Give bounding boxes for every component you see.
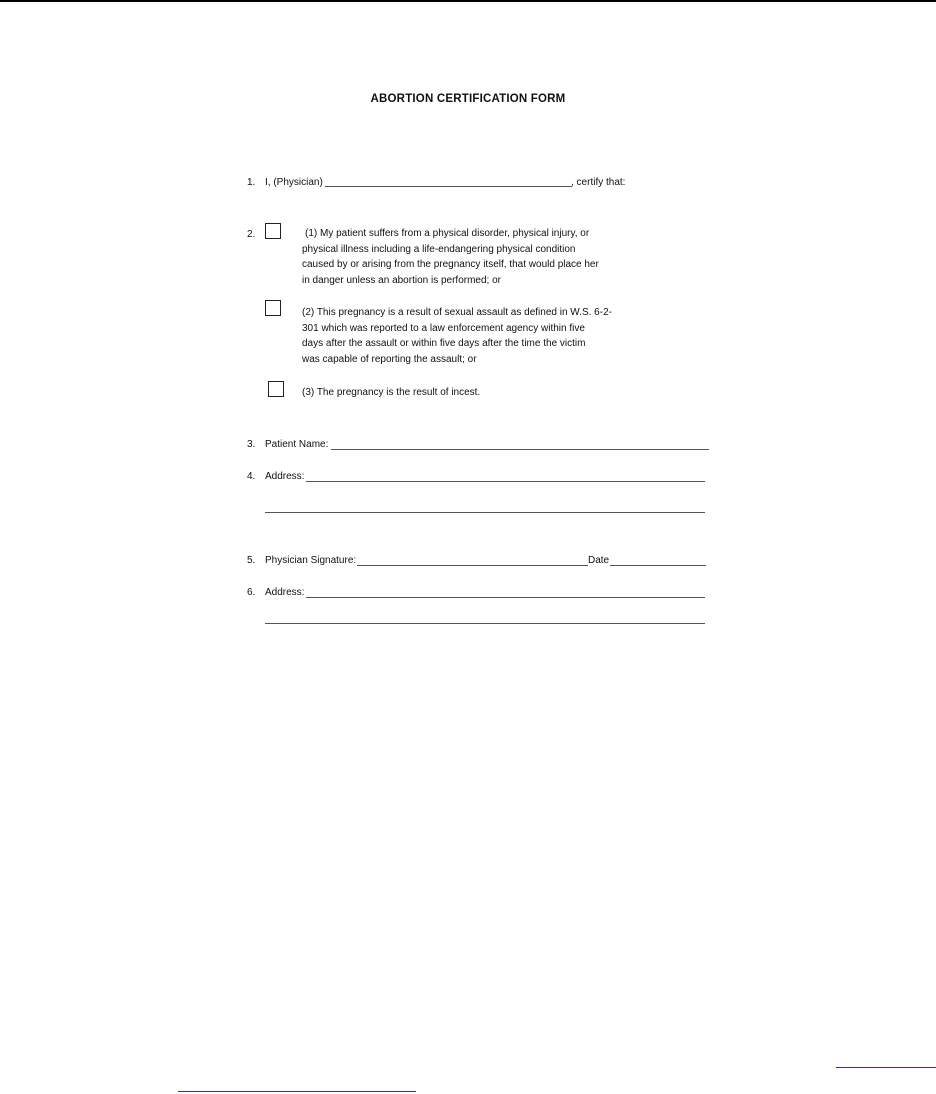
physician-signature-field[interactable] bbox=[357, 565, 588, 566]
patient-address-label: Address: bbox=[265, 471, 305, 482]
option-1-line: in danger unless an abortion is performed; or bbox=[302, 274, 502, 286]
patient-name-label: Patient Name: bbox=[265, 439, 329, 450]
physician-signature-label: Physician Signature: bbox=[265, 555, 357, 566]
item-4-number: 4. bbox=[247, 471, 256, 482]
option-2-line: was capable of reporting the assault; or bbox=[302, 353, 477, 365]
form-title: ABORTION CERTIFICATION FORM bbox=[370, 93, 566, 105]
option-3-line: (3) The pregnancy is the result of incest. bbox=[302, 387, 481, 398]
option-1-line: caused by or arising from the pregnancy itself, that would place her bbox=[302, 259, 599, 270]
item-6-number: 6. bbox=[247, 587, 256, 598]
item-2-number: 2. bbox=[247, 229, 256, 240]
option-2-line: days after the assault or within five days after the time the victim bbox=[302, 338, 586, 349]
option-1-checkbox[interactable] bbox=[265, 223, 281, 239]
physician-address-label: Address: bbox=[265, 587, 305, 598]
option-2-line: 301 which was reported to a law enforcement agency within five bbox=[302, 322, 585, 334]
footer-link[interactable] bbox=[178, 1091, 416, 1092]
patient-address-field[interactable] bbox=[306, 481, 705, 482]
top-rule bbox=[0, 0, 936, 2]
option-3-checkbox[interactable] bbox=[268, 381, 284, 397]
option-1-line: physical illness including a life-endangering physical condition bbox=[302, 243, 576, 255]
option-3-text bbox=[302, 385, 480, 401]
physician-address-field[interactable] bbox=[306, 597, 705, 598]
item-5-number: 5. bbox=[247, 555, 256, 566]
item-3-number: 3. bbox=[247, 439, 256, 450]
physician-label: I, (Physician) bbox=[265, 177, 323, 188]
item-1-number: 1. bbox=[247, 177, 256, 188]
certify-suffix: , certify that: bbox=[571, 177, 626, 188]
option-1-line: (1) My patient suffers from a physical disorder, physical injury, or bbox=[305, 228, 590, 239]
option-2-checkbox[interactable] bbox=[265, 300, 281, 316]
option-1-text bbox=[302, 226, 599, 288]
physician-name-field[interactable] bbox=[325, 186, 572, 187]
physician-address-line-2[interactable] bbox=[265, 623, 705, 624]
footer-link-fragment[interactable] bbox=[836, 1067, 936, 1068]
option-2-line: (2) This pregnancy is a result of sexual assault as defined in W.S. 6-2- bbox=[302, 307, 612, 318]
date-field[interactable] bbox=[610, 565, 706, 566]
patient-name-field[interactable] bbox=[331, 449, 709, 450]
patient-address-line-2[interactable] bbox=[265, 512, 705, 513]
date-label: Date bbox=[588, 555, 610, 566]
option-2-text bbox=[302, 305, 612, 367]
